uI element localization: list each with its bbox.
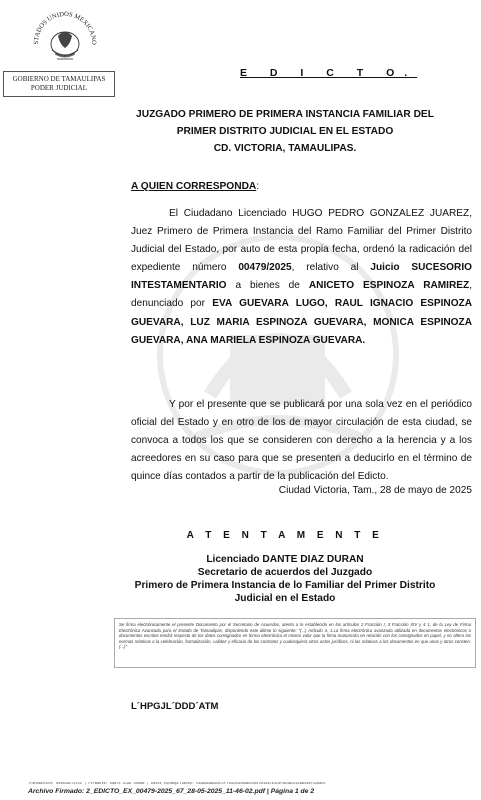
court-heading (100, 106, 470, 157)
court-line-3: CD. VICTORIA, TAMAULIPAS. (213, 143, 357, 154)
p1-text-a: , Juez Primero de Primera Instancia del Ramo Familiar del Primer Distrito Judicial del Estado, por auto de esta propia fecha, ordenó la radicación del expediente número (131, 208, 472, 274)
claimants: EVA GUEVARA LUGO, RAUL IGNACIO ESPINOZA GUEVARA, LUZ MARIA ESPINOZA GUEVARA, MONICA ESPINOZA GUEVARA, ANA MARIELA ESPINOZA GUEVARA. (131, 298, 472, 346)
seal-text: STADOS UNIDOS MEXICANO (32, 10, 98, 45)
seal-box-line2: PODER JUDICIAL (30, 84, 88, 92)
body-paragraph-1 (131, 205, 472, 350)
signed-file-line: Archivo Firmado: 2_EDICTO_EX_00479-2025_67_28-05-2025_11-46-02.pdf | Página 1 de 2 (28, 788, 315, 795)
document-title: E D I C T O. (240, 67, 418, 79)
signer-name: Licenciado DANTE DIAZ DURAN (206, 554, 364, 565)
addressee-colon: : (256, 181, 260, 192)
case-number: 00479/2025 (238, 262, 292, 274)
mexican-coat-of-arms-seal (30, 3, 100, 69)
signature-hash-line: Transacción: 004836271152 | Firmante: DANTE DIAZ DURAN | Datos Estampillados: 54AB5EAB9D47CF703245EB9B5C06F29164CE4C9FBE4BCD1E8B448F5298EE (28, 782, 326, 786)
typist-initials: L´HPGJL´DDD´ATM (131, 701, 219, 712)
signer-court-line-2: Judicial en el Estado (234, 593, 336, 604)
addressee (131, 181, 259, 192)
p1-judge: El Ciudadano Licenciado HUGO PEDRO GONZALEZ JUAREZ (169, 208, 470, 219)
p1-text-d: , denunciado por (131, 280, 472, 310)
court-line-2: PRIMER DISTRITO JUDICIAL EN EL ESTADO (176, 126, 394, 137)
signature-block (100, 553, 470, 605)
deceased-name: ANICETO ESPINOZA RAMIREZ (308, 280, 470, 292)
place-date: Ciudad Victoria, Tam., 28 de mayo de 2025 (278, 485, 472, 496)
electronic-signature-notice: Se firma electrónicamente el presente Documento por el Secretario de Acuerdos, atento a lo establecido en los artículos 2 Fracción I, 3 Fracción XIV y 4 1, de la Ley de Firma Electrónica Avanzada para el Estado de Tamaulipas, disponiendo este último lo siguiente: "(...) Artículo 4. 1.La firma electrónica avanzada utilizada en documentos electrónicos o documentos escritos tendrá respecto de los datos consignados en forma electrónica el mismo valor que la firma manuscrita en relación con los consignados en papel, y no altera las normas relativas a la celebración, formalización, validez y eficacia de los contratos y cualesquiera otros actos jurídicos, ni las relativas a los documentos en que unos y otros consten. (...)" (114, 618, 476, 668)
closing-atentamente: A T E N T A M E N T E (186, 530, 384, 541)
p1-text-b: , relativo al (291, 262, 371, 274)
body-paragraph-2: Y por el presente que se publicará por una sola vez en el periódico oficial del Estado y en otro de los de mayor circulación de esta ciudad, se convoca a todos los que se consideren con derecho a la herencia y a los acreedores en su caso para que se presenten a deducirlo en el término de quince días contados a partir de la publicación del Edicto. (131, 399, 472, 483)
government-label-box (3, 71, 115, 97)
p1-text-c: a bienes de (226, 280, 309, 292)
case-type: Juicio SUCESORIO INTESTAMENTARIO (131, 262, 472, 292)
court-line-1: JUZGADO PRIMERO DE PRIMERA INSTANCIA FAMILIAR DEL (136, 109, 434, 120)
addressee-text: A QUIEN CORRESPONDA (131, 181, 257, 192)
signer-court-line-1: Primero de Primera Instancia de lo Familiar del Primer Distrito (134, 580, 436, 591)
seal-box-line1: GOBIERNO DE TAMAULIPAS (12, 75, 106, 83)
signer-role: Secretario de acuerdos del Juzgado (197, 567, 373, 578)
